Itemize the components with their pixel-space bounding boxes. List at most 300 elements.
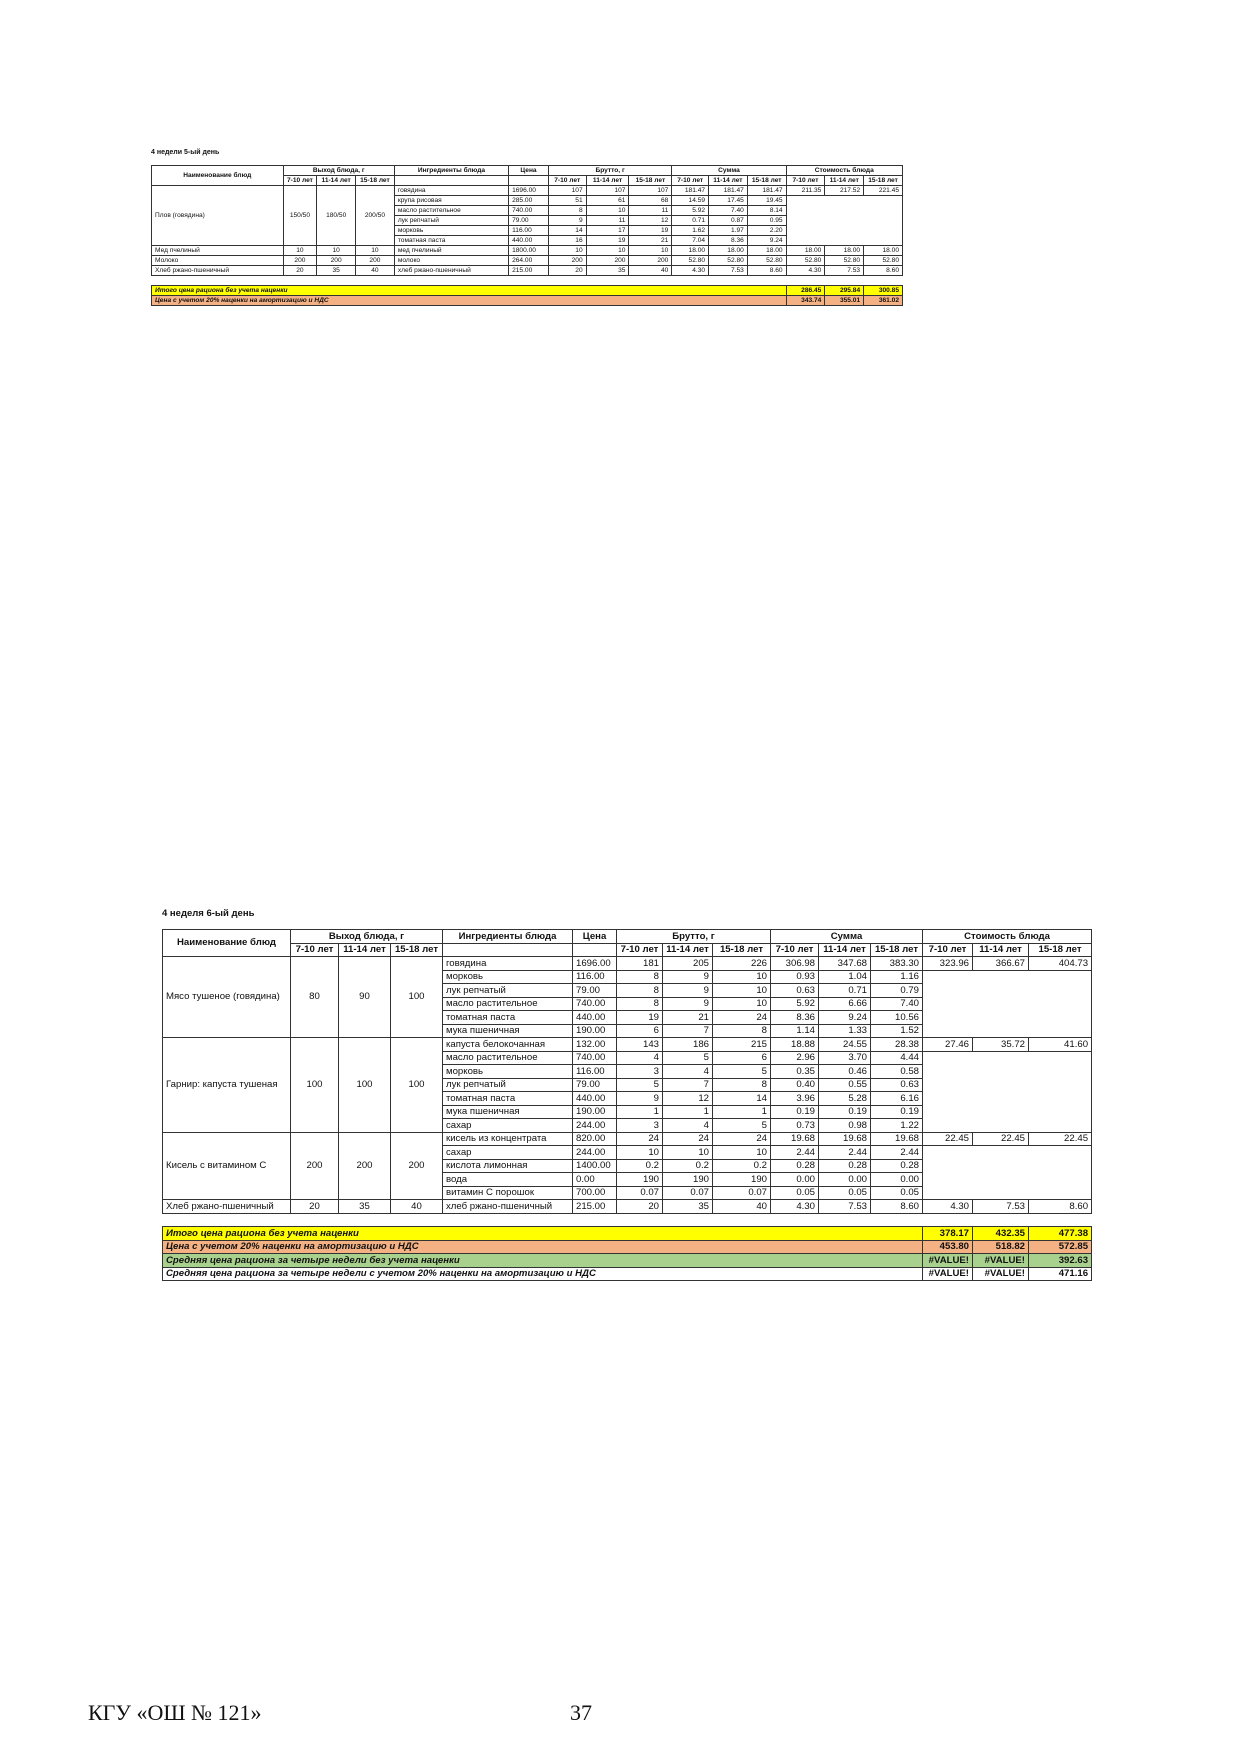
total-v1: 453.80 bbox=[923, 1240, 973, 1254]
cost-c3: 221.45 bbox=[864, 186, 903, 196]
sum-s2: 0.05 bbox=[819, 1186, 871, 1200]
cost-c1: 323.96 bbox=[923, 957, 973, 971]
total-row-avg-with-markup bbox=[163, 1267, 1092, 1281]
day6-table bbox=[162, 929, 1092, 1281]
sum-s2: 52.80 bbox=[709, 256, 748, 266]
sum-s2: 8.36 bbox=[709, 236, 748, 246]
ingredient-price: 0.00 bbox=[573, 1173, 617, 1187]
sum-s2: 0.55 bbox=[819, 1078, 871, 1092]
brutto-b2: 4 bbox=[663, 1119, 713, 1133]
brutto-b3: 215 bbox=[713, 1038, 771, 1052]
brutto-b1: 20 bbox=[548, 266, 586, 276]
header-row bbox=[152, 166, 903, 176]
cost-c3: 41.60 bbox=[1029, 1038, 1092, 1052]
ingredient-price: 1800.00 bbox=[509, 246, 549, 256]
ingredient-name: томатная паста bbox=[394, 236, 508, 246]
sum-s2: 0.98 bbox=[819, 1119, 871, 1133]
brutto-age2: 11-14 лет bbox=[663, 943, 713, 957]
yield-age1: 7-10 лет bbox=[283, 176, 317, 186]
sum-s1: 18.00 bbox=[672, 246, 709, 256]
ingredient-price: 1696.00 bbox=[573, 957, 617, 971]
cost-c3: 22.45 bbox=[1029, 1132, 1092, 1146]
sum-s3: 0.95 bbox=[747, 216, 786, 226]
day5-table bbox=[151, 165, 903, 306]
sum-s3: 1.22 bbox=[871, 1119, 923, 1133]
header-cost: Стоимость блюда bbox=[786, 166, 902, 176]
header-sum: Сумма bbox=[771, 930, 923, 944]
sum-s3: 181.47 bbox=[747, 186, 786, 196]
total-row-no-markup bbox=[152, 286, 903, 296]
ingredient-name: витамин С порошок bbox=[443, 1186, 573, 1200]
sum-s2: 0.19 bbox=[819, 1105, 871, 1119]
total-v2: 518.82 bbox=[973, 1240, 1029, 1254]
brutto-b3: 8 bbox=[713, 1078, 771, 1092]
cost-blank bbox=[923, 1051, 1092, 1132]
sum-s1: 18.88 bbox=[771, 1038, 819, 1052]
yield-y3: 40 bbox=[356, 266, 395, 276]
yield-y1: 200 bbox=[283, 256, 317, 266]
brutto-b2: 35 bbox=[586, 266, 629, 276]
day6-block bbox=[162, 908, 1092, 1281]
yield-y3: 40 bbox=[391, 1200, 443, 1214]
total-v2: 355.01 bbox=[825, 296, 864, 306]
brutto-b1: 16 bbox=[548, 236, 586, 246]
total-label: Цена с учетом 20% наценки на амортизацию и НДС bbox=[163, 1240, 923, 1254]
brutto-b2: 186 bbox=[663, 1038, 713, 1052]
ingredient-price: 132.00 bbox=[573, 1038, 617, 1052]
sum-s1: 3.96 bbox=[771, 1092, 819, 1106]
ingredient-name: морковь bbox=[394, 226, 508, 236]
brutto-b3: 40 bbox=[629, 266, 672, 276]
yield-y3: 200 bbox=[356, 256, 395, 266]
ingredient-name: хлеб ржано-пшеничный bbox=[394, 266, 508, 276]
sum-s3: 19.45 bbox=[747, 196, 786, 206]
brutto-age3: 15-18 лет bbox=[713, 943, 771, 957]
brutto-b2: 24 bbox=[663, 1132, 713, 1146]
ingredient-price: 740.00 bbox=[573, 1051, 617, 1065]
ingredient-price: 79.00 bbox=[573, 1078, 617, 1092]
sum-s1: 0.73 bbox=[771, 1119, 819, 1133]
ingredient-price: 740.00 bbox=[509, 206, 549, 216]
table-row bbox=[152, 256, 903, 266]
brutto-b1: 14 bbox=[548, 226, 586, 236]
ingredient-price: 215.00 bbox=[509, 266, 549, 276]
sum-s1: 0.63 bbox=[771, 984, 819, 998]
sum-s2: 24.55 bbox=[819, 1038, 871, 1052]
sum-age1: 7-10 лет bbox=[771, 943, 819, 957]
brutto-b2: 21 bbox=[663, 1011, 713, 1025]
yield-y1: 200 bbox=[291, 1132, 339, 1200]
yield-y1: 10 bbox=[283, 246, 317, 256]
sum-s3: 0.28 bbox=[871, 1159, 923, 1173]
brutto-b1: 190 bbox=[617, 1173, 663, 1187]
brutto-b1: 10 bbox=[548, 246, 586, 256]
yield-y3: 200/50 bbox=[356, 186, 395, 246]
sum-s3: 8.60 bbox=[747, 266, 786, 276]
sum-s2: 0.71 bbox=[819, 984, 871, 998]
ingredient-name: томатная паста bbox=[443, 1092, 573, 1106]
yield-y2: 90 bbox=[339, 957, 391, 1038]
ingredient-price: 1400.00 bbox=[573, 1159, 617, 1173]
sum-s2: 7.53 bbox=[819, 1200, 871, 1214]
ingredient-price: 116.00 bbox=[573, 1065, 617, 1079]
brutto-b1: 9 bbox=[617, 1092, 663, 1106]
header-cost: Стоимость блюда bbox=[923, 930, 1092, 944]
ingredient-price: 116.00 bbox=[573, 970, 617, 984]
ingredient-name: крупа рисовая bbox=[394, 196, 508, 206]
sum-s2: 0.46 bbox=[819, 1065, 871, 1079]
sum-s3: 9.24 bbox=[747, 236, 786, 246]
day5-title: 4 недели 5-ый день bbox=[151, 149, 220, 156]
yield-y2: 180/50 bbox=[317, 186, 356, 246]
ingredient-price: 190.00 bbox=[573, 1024, 617, 1038]
total-row-no-markup bbox=[163, 1227, 1092, 1241]
total-row-with-markup bbox=[152, 296, 903, 306]
dish-name: Мясо тушеное (говядина) bbox=[163, 957, 291, 1038]
ingredient-name: лук репчатый bbox=[443, 1078, 573, 1092]
page-number: 37 bbox=[570, 1700, 592, 1725]
brutto-b3: 5 bbox=[713, 1119, 771, 1133]
brutto-b1: 51 bbox=[548, 196, 586, 206]
total-v1: 343.74 bbox=[786, 296, 825, 306]
sum-s1: 0.35 bbox=[771, 1065, 819, 1079]
total-v1: 286.45 bbox=[786, 286, 825, 296]
total-label: Средняя цена рациона за четыре недели с учетом 20% наценки на амортизацию и НДС bbox=[163, 1267, 923, 1281]
total-v3: 477.38 bbox=[1029, 1227, 1092, 1241]
sum-s3: 0.19 bbox=[871, 1105, 923, 1119]
sum-s2: 347.68 bbox=[819, 957, 871, 971]
sum-s3: 2.20 bbox=[747, 226, 786, 236]
total-v3: 300.85 bbox=[864, 286, 903, 296]
brutto-b1: 8 bbox=[617, 997, 663, 1011]
brutto-b2: 10 bbox=[586, 206, 629, 216]
ingredient-price: 190.00 bbox=[573, 1105, 617, 1119]
ingredient-price: 1696.00 bbox=[509, 186, 549, 196]
sum-s1: 5.92 bbox=[771, 997, 819, 1011]
brutto-b3: 8 bbox=[713, 1024, 771, 1038]
ingredient-price: 440.00 bbox=[573, 1011, 617, 1025]
ingredient-name: кисель из концентрата bbox=[443, 1132, 573, 1146]
header-blank bbox=[394, 176, 508, 186]
brutto-b1: 143 bbox=[617, 1038, 663, 1052]
spacer-row bbox=[163, 1213, 1092, 1227]
yield-y1: 20 bbox=[291, 1200, 339, 1214]
sum-s3: 0.58 bbox=[871, 1065, 923, 1079]
ingredient-name: морковь bbox=[443, 1065, 573, 1079]
header-blank bbox=[573, 943, 617, 957]
cost-c2: 18.00 bbox=[825, 246, 864, 256]
brutto-b3: 5 bbox=[713, 1065, 771, 1079]
yield-y2: 35 bbox=[339, 1200, 391, 1214]
sum-s2: 5.28 bbox=[819, 1092, 871, 1106]
dish-name: Гарнир: капуста тушеная bbox=[163, 1038, 291, 1133]
brutto-b2: 107 bbox=[586, 186, 629, 196]
ingredient-price: 740.00 bbox=[573, 997, 617, 1011]
dish-name: Молоко bbox=[152, 256, 284, 266]
cost-age1: 7-10 лет bbox=[923, 943, 973, 957]
day5-block bbox=[151, 149, 903, 306]
brutto-b1: 6 bbox=[617, 1024, 663, 1038]
ingredient-price: 215.00 bbox=[573, 1200, 617, 1214]
brutto-b1: 20 bbox=[617, 1200, 663, 1214]
total-row-with-markup bbox=[163, 1240, 1092, 1254]
sum-s3: 7.40 bbox=[871, 997, 923, 1011]
sum-s1: 0.19 bbox=[771, 1105, 819, 1119]
dish-name: Хлеб ржано-пшеничный bbox=[152, 266, 284, 276]
yield-age3: 15-18 лет bbox=[391, 943, 443, 957]
brutto-b3: 24 bbox=[713, 1011, 771, 1025]
cost-blank bbox=[923, 1146, 1092, 1200]
cost-age2: 11-14 лет bbox=[973, 943, 1029, 957]
sum-s1: 4.30 bbox=[771, 1200, 819, 1214]
sum-s1: 0.00 bbox=[771, 1173, 819, 1187]
sum-s1: 0.28 bbox=[771, 1159, 819, 1173]
ingredient-name: сахар bbox=[443, 1146, 573, 1160]
brutto-b2: 4 bbox=[663, 1065, 713, 1079]
sum-s1: 2.44 bbox=[771, 1146, 819, 1160]
sum-s1: 5.92 bbox=[672, 206, 709, 216]
sum-s1: 0.71 bbox=[672, 216, 709, 226]
brutto-age3: 15-18 лет bbox=[629, 176, 672, 186]
dish-name: Мед пчелиный bbox=[152, 246, 284, 256]
brutto-b3: 68 bbox=[629, 196, 672, 206]
brutto-b2: 11 bbox=[586, 216, 629, 226]
yield-y2: 35 bbox=[317, 266, 356, 276]
sum-s1: 19.68 bbox=[771, 1132, 819, 1146]
sum-s2: 1.33 bbox=[819, 1024, 871, 1038]
brutto-b2: 17 bbox=[586, 226, 629, 236]
sum-s2: 0.00 bbox=[819, 1173, 871, 1187]
header-ingredients: Ингредиенты блюда bbox=[443, 930, 573, 944]
ingredient-price: 244.00 bbox=[573, 1146, 617, 1160]
sum-s3: 1.16 bbox=[871, 970, 923, 984]
brutto-b1: 181 bbox=[617, 957, 663, 971]
ingredient-price: 440.00 bbox=[509, 236, 549, 246]
ingredient-name: мука пшеничная bbox=[443, 1105, 573, 1119]
sum-age1: 7-10 лет bbox=[672, 176, 709, 186]
sum-s1: 0.40 bbox=[771, 1078, 819, 1092]
sum-s2: 0.28 bbox=[819, 1159, 871, 1173]
yield-y3: 200 bbox=[391, 1132, 443, 1200]
total-v1: 378.17 bbox=[923, 1227, 973, 1241]
yield-age2: 11-14 лет bbox=[317, 176, 356, 186]
sum-age3: 15-18 лет bbox=[871, 943, 923, 957]
brutto-b2: 0.2 bbox=[663, 1159, 713, 1173]
sum-s1: 181.47 bbox=[672, 186, 709, 196]
yield-y3: 10 bbox=[356, 246, 395, 256]
cost-c1: 52.80 bbox=[786, 256, 825, 266]
brutto-b1: 19 bbox=[617, 1011, 663, 1025]
header-name: Наименование блюд bbox=[163, 930, 291, 957]
ingredient-name: лук репчатый bbox=[443, 984, 573, 998]
cost-c3: 18.00 bbox=[864, 246, 903, 256]
cost-c1: 18.00 bbox=[786, 246, 825, 256]
total-label: Итого цена рациона без учета наценки bbox=[152, 286, 787, 296]
sum-s3: 1.52 bbox=[871, 1024, 923, 1038]
yield-y3: 100 bbox=[391, 1038, 443, 1133]
brutto-b3: 12 bbox=[629, 216, 672, 226]
brutto-b1: 200 bbox=[548, 256, 586, 266]
cost-c2: 7.53 bbox=[825, 266, 864, 276]
sum-s2: 181.47 bbox=[709, 186, 748, 196]
ingredient-name: хлеб ржано-пшеничный bbox=[443, 1200, 573, 1214]
sum-s2: 1.04 bbox=[819, 970, 871, 984]
total-v3: 361.02 bbox=[864, 296, 903, 306]
sum-s2: 1.97 bbox=[709, 226, 748, 236]
brutto-b2: 10 bbox=[663, 1146, 713, 1160]
brutto-age1: 7-10 лет bbox=[617, 943, 663, 957]
sum-s1: 1.62 bbox=[672, 226, 709, 236]
header-row bbox=[163, 930, 1092, 944]
sum-s1: 7.04 bbox=[672, 236, 709, 246]
sum-s3: 19.68 bbox=[871, 1132, 923, 1146]
sum-s2: 7.40 bbox=[709, 206, 748, 216]
sum-s1: 1.14 bbox=[771, 1024, 819, 1038]
sum-s3: 52.80 bbox=[747, 256, 786, 266]
brutto-b2: 1 bbox=[663, 1105, 713, 1119]
sum-s2: 3.70 bbox=[819, 1051, 871, 1065]
total-v2: #VALUE! bbox=[973, 1254, 1029, 1268]
brutto-b1: 9 bbox=[548, 216, 586, 226]
cost-c2: 366.67 bbox=[973, 957, 1029, 971]
total-v2: 432.35 bbox=[973, 1227, 1029, 1241]
dish-name: Плов (говядина) bbox=[152, 186, 284, 246]
sum-s3: 2.44 bbox=[871, 1146, 923, 1160]
table-row bbox=[163, 1038, 1092, 1052]
total-label: Итого цена рациона без учета наценки bbox=[163, 1227, 923, 1241]
sum-s2: 7.53 bbox=[709, 266, 748, 276]
sum-s2: 2.44 bbox=[819, 1146, 871, 1160]
ingredient-name: говядина bbox=[443, 957, 573, 971]
sum-s1: 2.96 bbox=[771, 1051, 819, 1065]
brutto-b3: 226 bbox=[713, 957, 771, 971]
table-row bbox=[152, 186, 903, 196]
brutto-b2: 12 bbox=[663, 1092, 713, 1106]
sum-s2: 0.87 bbox=[709, 216, 748, 226]
total-v3: 572.85 bbox=[1029, 1240, 1092, 1254]
sum-age2: 11-14 лет bbox=[709, 176, 748, 186]
table-row bbox=[163, 1132, 1092, 1146]
brutto-b3: 21 bbox=[629, 236, 672, 246]
cost-c2: 22.45 bbox=[973, 1132, 1029, 1146]
brutto-b3: 11 bbox=[629, 206, 672, 216]
cost-c2: 35.72 bbox=[973, 1038, 1029, 1052]
ingredient-price: 264.00 bbox=[509, 256, 549, 266]
sum-s3: 8.60 bbox=[871, 1200, 923, 1214]
yield-age1: 7-10 лет bbox=[291, 943, 339, 957]
brutto-b2: 0.07 bbox=[663, 1186, 713, 1200]
cost-c3: 8.60 bbox=[864, 266, 903, 276]
dish-name: Хлеб ржано-пшеничный bbox=[163, 1200, 291, 1214]
brutto-b1: 0.07 bbox=[617, 1186, 663, 1200]
sum-s3: 8.14 bbox=[747, 206, 786, 216]
header-blank bbox=[509, 176, 549, 186]
total-label: Средняя цена рациона за четыре недели без учета наценки bbox=[163, 1254, 923, 1268]
ingredient-name: масло растительное bbox=[394, 206, 508, 216]
sum-age3: 15-18 лет bbox=[747, 176, 786, 186]
sum-s1: 8.36 bbox=[771, 1011, 819, 1025]
table-row bbox=[152, 266, 903, 276]
header-ingredients: Ингредиенты блюда bbox=[394, 166, 508, 176]
cost-age1: 7-10 лет bbox=[786, 176, 825, 186]
brutto-b1: 5 bbox=[617, 1078, 663, 1092]
ingredient-price: 79.00 bbox=[573, 984, 617, 998]
ingredient-price: 244.00 bbox=[573, 1119, 617, 1133]
brutto-b1: 1 bbox=[617, 1105, 663, 1119]
total-row-avg-no-markup bbox=[163, 1254, 1092, 1268]
brutto-b2: 35 bbox=[663, 1200, 713, 1214]
header-brutto: Брутто, г bbox=[548, 166, 671, 176]
brutto-b1: 8 bbox=[617, 984, 663, 998]
yield-y1: 100 bbox=[291, 1038, 339, 1133]
brutto-b3: 40 bbox=[713, 1200, 771, 1214]
yield-y2: 10 bbox=[317, 246, 356, 256]
ingredient-price: 700.00 bbox=[573, 1186, 617, 1200]
cost-c1: 4.30 bbox=[786, 266, 825, 276]
sum-s2: 18.00 bbox=[709, 246, 748, 256]
brutto-b2: 9 bbox=[663, 984, 713, 998]
total-v2: #VALUE! bbox=[973, 1267, 1029, 1281]
table-row bbox=[163, 1200, 1092, 1214]
spacer-row bbox=[152, 276, 903, 286]
ingredient-name: масло растительное bbox=[443, 997, 573, 1011]
ingredient-name: говядина bbox=[394, 186, 508, 196]
brutto-b1: 8 bbox=[548, 206, 586, 216]
header-row bbox=[163, 943, 1092, 957]
brutto-b2: 10 bbox=[586, 246, 629, 256]
brutto-b3: 190 bbox=[713, 1173, 771, 1187]
header-name: Наименование блюд bbox=[152, 166, 284, 186]
sum-s1: 14.59 bbox=[672, 196, 709, 206]
brutto-b1: 4 bbox=[617, 1051, 663, 1065]
ingredient-name: масло растительное bbox=[443, 1051, 573, 1065]
brutto-b2: 9 bbox=[663, 997, 713, 1011]
cost-c1: 27.46 bbox=[923, 1038, 973, 1052]
yield-y2: 200 bbox=[317, 256, 356, 266]
cost-blank bbox=[786, 196, 902, 246]
cost-c3: 52.80 bbox=[864, 256, 903, 266]
cost-c2: 217.52 bbox=[825, 186, 864, 196]
brutto-b2: 205 bbox=[663, 957, 713, 971]
ingredient-name: лук репчатый bbox=[394, 216, 508, 226]
sum-s3: 0.63 bbox=[871, 1078, 923, 1092]
total-v1: #VALUE! bbox=[923, 1254, 973, 1268]
ingredient-price: 285.00 bbox=[509, 196, 549, 206]
yield-y2: 200 bbox=[339, 1132, 391, 1200]
cost-age2: 11-14 лет bbox=[825, 176, 864, 186]
ingredient-name: сахар bbox=[443, 1119, 573, 1133]
header-price: Цена bbox=[509, 166, 549, 176]
cost-c2: 7.53 bbox=[973, 1200, 1029, 1214]
sum-s3: 0.79 bbox=[871, 984, 923, 998]
brutto-b2: 7 bbox=[663, 1078, 713, 1092]
sum-age2: 11-14 лет bbox=[819, 943, 871, 957]
brutto-b2: 9 bbox=[663, 970, 713, 984]
cost-c2: 52.80 bbox=[825, 256, 864, 266]
ingredient-price: 820.00 bbox=[573, 1132, 617, 1146]
brutto-b3: 1 bbox=[713, 1105, 771, 1119]
header-yield: Выход блюда, г bbox=[291, 930, 443, 944]
sum-s2: 17.45 bbox=[709, 196, 748, 206]
sum-s1: 306.98 bbox=[771, 957, 819, 971]
cost-c3: 404.73 bbox=[1029, 957, 1092, 971]
brutto-b3: 10 bbox=[713, 970, 771, 984]
sum-s3: 6.16 bbox=[871, 1092, 923, 1106]
cost-c1: 211.35 bbox=[786, 186, 825, 196]
ingredient-price: 79.00 bbox=[509, 216, 549, 226]
total-v3: 392.63 bbox=[1029, 1254, 1092, 1268]
cost-age3: 15-18 лет bbox=[864, 176, 903, 186]
